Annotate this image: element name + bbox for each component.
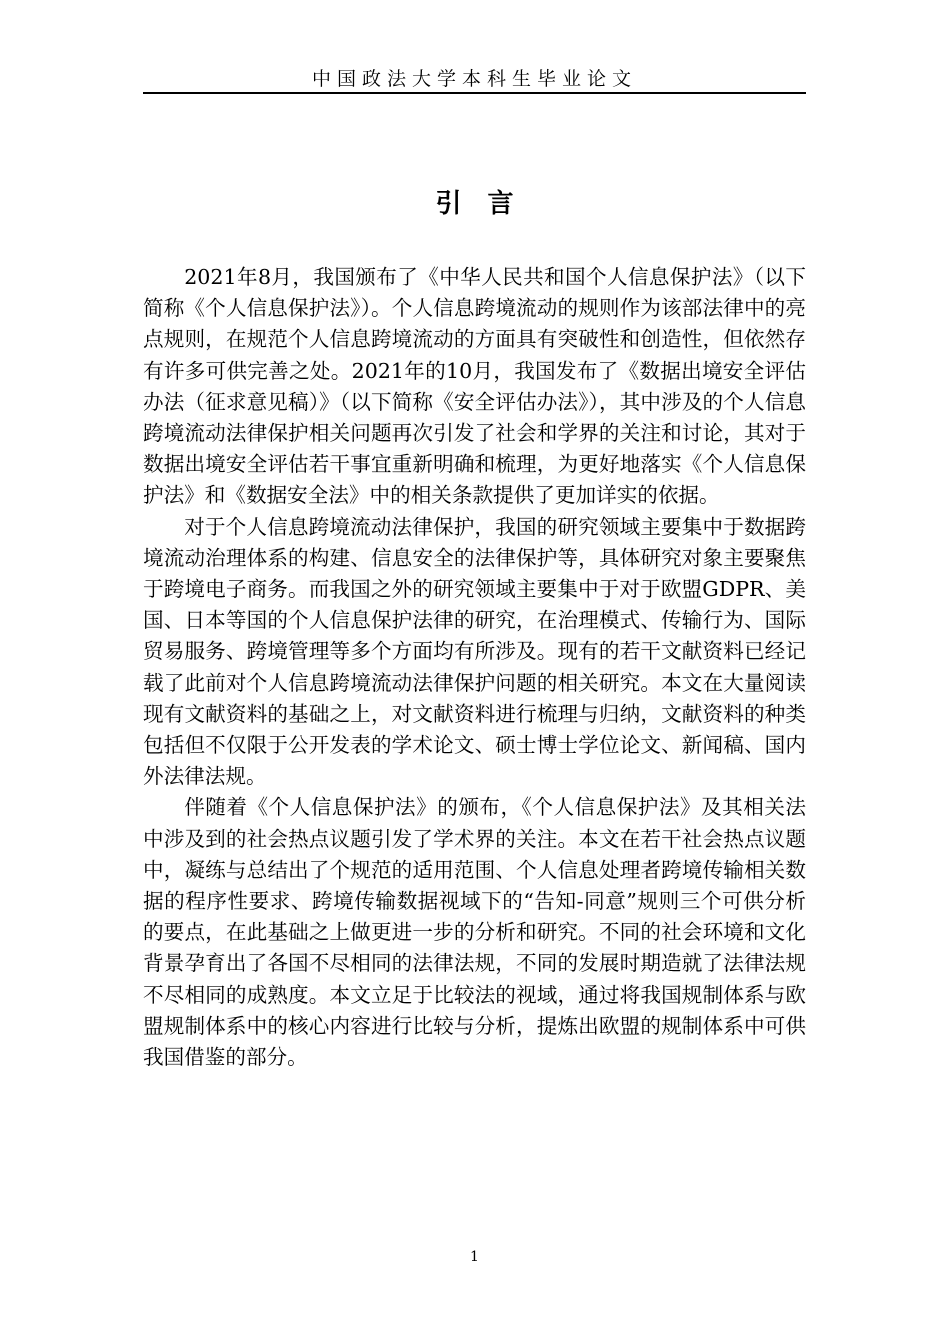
page-number: 1: [470, 1249, 479, 1265]
paragraph-2: 对于个人信息跨境流动法律保护，我国的研究领域主要集中于数据跨境流动治理体系的构建、信息安全的法律保护等，具体研究对象主要聚焦于跨境电子商务。而我国之外的研究领域主要集中于对于欧盟GDPR、美国、日本等国的个人信息保护法律的研究，在治理模式、传输行为、国际贸易服务、跨境管理等多个方面均有所涉及。现有的若干文献资料已经记载了此前对个人信息跨境流动法律保护问题的相关研究。本文在大量阅读现有文献资料的基础之上，对文献资料进行梳理与归纳，文献资料的种类包括但不仅限于公开发表的学术论文、硕士博士学位论文、新闻稿、国内外法律法规。: [143, 514, 806, 789]
body-text: [143, 262, 806, 1073]
section-title-char-2: 言: [487, 189, 514, 219]
header-rule: [143, 92, 806, 94]
paragraph-3: 伴随着《个人信息保护法》的颁布，《个人信息保护法》及其相关法中涉及到的社会热点议题引发了学术界的关注。本文在若干社会热点议题中，凝练与总结出了个规范的适用范围、个人信息处理者跨境传输相关数据的程序性要求、跨境传输数据视域下的“告知-同意”规则三个可供分析的要点，在此基础之上做更进一步的分析和研究。不同的社会环境和文化背景孕育出了各国不尽相同的法律法规，不同的发展时期造就了法律法规不尽相同的成熟度。本文立足于比较法的视域，通过将我国规制体系与欧盟规制体系中的核心内容进行比较与分析，提炼出欧盟的规制体系中可供我国借鉴的部分。: [143, 795, 806, 1070]
running-header: 中国政法大学本科生毕业论文: [311, 68, 637, 90]
section-title-char-1: 引: [435, 189, 462, 219]
paragraph-1: 2021年8月，我国颁布了《中华人民共和国个人信息保护法》（以下简称《个人信息保护法》）。个人信息跨境流动的规则作为该部法律中的亮点规则，在规范个人信息跨境流动的方面具有突破性和创造性，但依然存有许多可供完善之处。2021年的10月，我国发布了《数据出境安全评估办法（征求意见稿）》（以下简称《安全评估办法》），其中涉及的个人信息跨境流动法律保护相关问题再次引发了社会和学界的关注和讨论，其对于数据出境安全评估若干事宜重新明确和梳理，为更好地落实《个人信息保护法》和《数据安全法》中的相关条款提供了更加详实的依据。: [143, 265, 806, 508]
section-title: [143, 186, 806, 222]
